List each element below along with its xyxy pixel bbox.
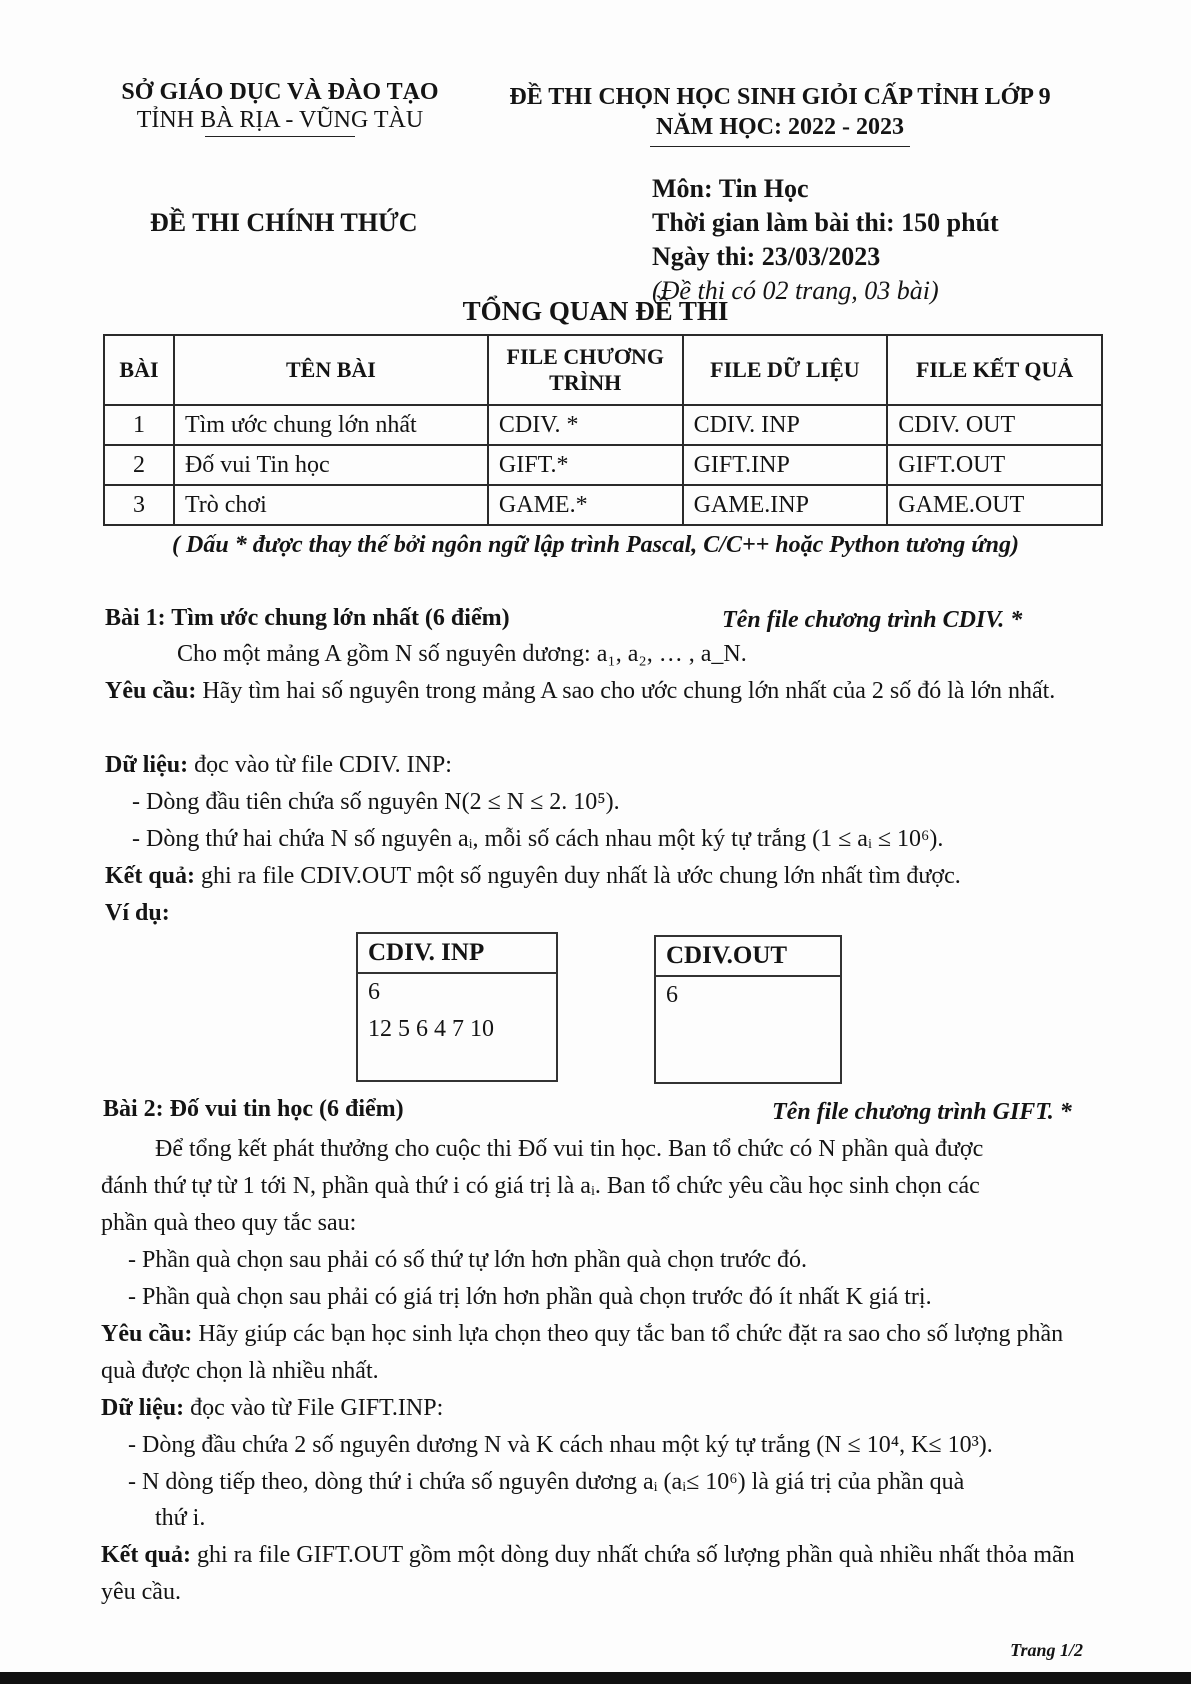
problem2-intro: phần quà theo quy tắc sau: <box>101 1210 357 1236</box>
label: Dữ liệu: <box>101 1395 185 1421</box>
table-row <box>104 485 1102 525</box>
label: Yêu cầu: <box>105 678 197 704</box>
text: Hãy giúp các bạn học sinh lựa chọn theo quy tắc ban tổ chức đặt ra sao cho số lượng phần quà được chọn là nhiều nhất. <box>101 1321 1064 1384</box>
school-year: NĂM HỌC: 2022 - 2023 <box>656 114 904 140</box>
department-block <box>110 78 450 137</box>
example-output-line: 6 <box>666 982 678 1008</box>
example-input-header: CDIV. INP <box>358 934 556 974</box>
table-cell: Trò chơi <box>174 485 488 525</box>
duration: Thời gian làm bài thi: 150 phút <box>652 208 999 237</box>
problem2-bullet-cont: thứ i. <box>155 1505 206 1531</box>
table-cell: GAME.OUT <box>887 485 1102 525</box>
example-input-box <box>356 932 558 1082</box>
problem2-bullet: - Dòng đầu chứa 2 số nguyên dương N và K cách nhau một ký tự trắng (N ≤ 10⁴, K≤ 10³). <box>128 1432 993 1458</box>
text: ghi ra file CDIV.OUT một số nguyên duy nhất là ước chung lớn nhất tìm được. <box>195 863 961 889</box>
overview-table <box>103 334 1103 526</box>
example-output-box <box>654 935 842 1084</box>
pages-note: (Đề thi có 02 trang, 03 bài) <box>652 276 939 305</box>
problem1-bullet: - Dòng đầu tiên chứa số nguyên N(2 ≤ N ≤ 2. 10⁵). <box>132 789 620 815</box>
overview-title: TỔNG QUAN ĐỀ THI <box>462 296 729 326</box>
col-header: BÀI <box>104 335 174 405</box>
col-header: FILE KẾT QUẢ <box>887 335 1102 405</box>
exam-meta <box>652 172 999 308</box>
table-cell: 1 <box>104 405 174 445</box>
exam-date: Ngày thi: 23/03/2023 <box>652 242 881 271</box>
example-output-header: CDIV.OUT <box>656 937 840 977</box>
problem2-file: Tên file chương trình GIFT. * <box>772 1099 1072 1125</box>
label: Yêu cầu: <box>101 1321 193 1347</box>
problem2-input-desc <box>101 1390 443 1427</box>
table-cell: CDIV. * <box>488 405 683 445</box>
table-cell: CDIV. INP <box>683 405 888 445</box>
province-name: TỈNH BÀ RỊA - VŨNG TÀU <box>136 107 424 133</box>
problem1-intro: Cho một mảng A gồm N số nguyên dương: a₁, a₂, … , a_N. <box>177 641 747 667</box>
label: Dữ liệu: <box>105 752 189 778</box>
table-cell: Đố vui Tin học <box>174 445 488 485</box>
example-input-line: 6 <box>368 979 380 1005</box>
table-row <box>104 445 1102 485</box>
problem2-output-desc <box>101 1537 1091 1611</box>
divider <box>650 146 910 147</box>
problem2-rule: - Phần quà chọn sau phải có số thứ tự lớn hơn phần quà chọn trước đó. <box>128 1247 807 1273</box>
example-input-line: 12 5 6 4 7 10 <box>368 1016 494 1042</box>
problem1-title: Bài 1: Tìm ước chung lớn nhất (6 điểm) <box>105 605 510 631</box>
example-label: Ví dụ: <box>105 900 170 926</box>
problem1-output-desc <box>105 858 961 895</box>
problem2-requirement <box>101 1316 1091 1390</box>
table-header-row <box>104 335 1102 405</box>
problem2-intro: đánh thứ tự từ 1 tới N, phần quà thứ i có giá trị là aᵢ. Ban tổ chức yêu cầu học sinh chọn các <box>101 1173 980 1199</box>
table-cell: GAME.* <box>488 485 683 525</box>
table-cell: GAME.INP <box>683 485 888 525</box>
text: ghi ra file GIFT.OUT gồm một dòng duy nhất chứa số lượng phần quà nhiều nhất thỏa mãn yêu cầu. <box>101 1542 1075 1605</box>
problem2-intro: Để tổng kết phát thưởng cho cuộc thi Đố vui tin học. Ban tổ chức có N phần quà được <box>155 1136 984 1162</box>
page-number: Trang 1/2 <box>1010 1640 1083 1660</box>
scan-edge <box>0 1672 1191 1684</box>
table-cell: CDIV. OUT <box>887 405 1102 445</box>
official-label: ĐỀ THI CHÍNH THỨC <box>150 208 418 237</box>
problem1-input-desc <box>105 747 452 784</box>
divider <box>205 136 355 137</box>
table-row <box>104 405 1102 445</box>
problem2-bullet: - N dòng tiếp theo, dòng thứ i chứa số nguyên dương aᵢ (aᵢ≤ 10⁶) là giá trị của phần quà <box>128 1469 965 1495</box>
problem1-bullet: - Dòng thứ hai chứa N số nguyên aᵢ, mỗi số cách nhau một ký tự trắng (1 ≤ aᵢ ≤ 10⁶). <box>132 826 944 852</box>
label: Kết quả: <box>101 1542 191 1568</box>
text: đọc vào từ file CDIV. INP: <box>188 752 452 778</box>
problem1-file: Tên file chương trình CDIV. * <box>722 607 1023 633</box>
table-cell: GIFT.OUT <box>887 445 1102 485</box>
text: Hãy tìm hai số nguyên trong mảng A sao cho ước chung lớn nhất của 2 số đó là lớn nhất. <box>196 678 1056 704</box>
col-header: FILE DỮ LIỆU <box>683 335 888 405</box>
label: Kết quả: <box>105 863 195 889</box>
table-cell: 2 <box>104 445 174 485</box>
exam-title: ĐỀ THI CHỌN HỌC SINH GIỎI CẤP TỈNH LỚP 9 <box>509 84 1051 110</box>
table-cell: GIFT.INP <box>683 445 888 485</box>
exam-title-block <box>485 82 1075 147</box>
problem2-rule: - Phần quà chọn sau phải có giá trị lớn hơn phần quà chọn trước đó ít nhất K giá trị. <box>128 1284 932 1310</box>
table-cell: GIFT.* <box>488 445 683 485</box>
problem2-title: Bài 2: Đố vui tin học (6 điểm) <box>103 1096 404 1122</box>
language-note: ( Dấu * được thay thế bởi ngôn ngữ lập trình Pascal, C/C++ hoặc Python tương ứng) <box>172 532 1019 558</box>
table-cell: Tìm ước chung lớn nhất <box>174 405 488 445</box>
subject: Môn: Tin Học <box>652 174 809 203</box>
col-header: FILE CHƯƠNG TRÌNH <box>488 335 683 405</box>
table-cell: 3 <box>104 485 174 525</box>
department-name: SỞ GIÁO DỤC VÀ ĐÀO TẠO <box>121 79 439 105</box>
col-header: TÊN BÀI <box>174 335 488 405</box>
text: đọc vào từ File GIFT.INP: <box>184 1395 444 1421</box>
problem1-requirement <box>105 673 1095 710</box>
